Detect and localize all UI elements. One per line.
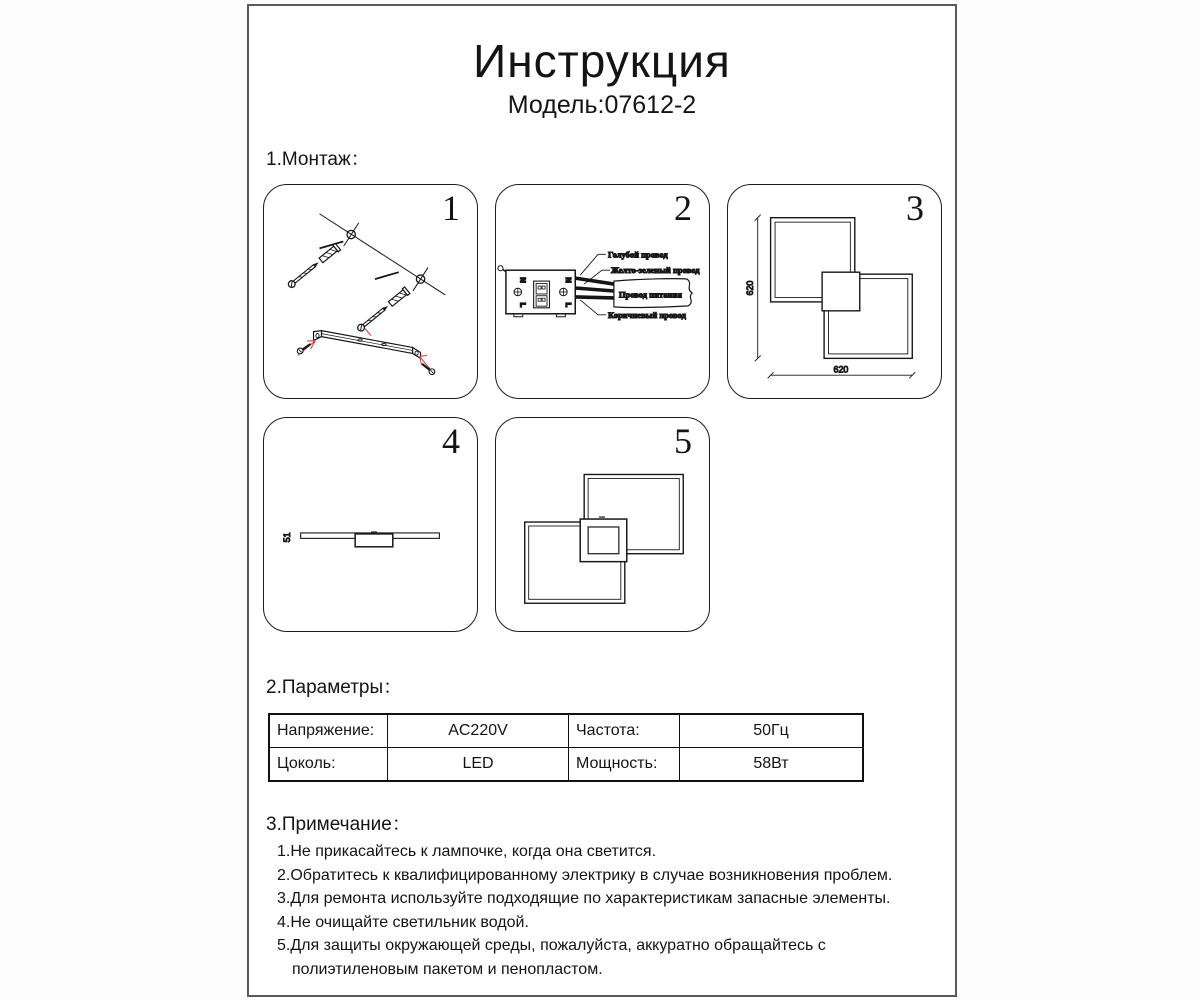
param-label-socket: Цоколь: bbox=[269, 748, 388, 782]
section-heading-montage: 1.Монтаж： bbox=[266, 149, 370, 170]
param-value-socket: LED bbox=[388, 748, 569, 782]
panel-number: 4 bbox=[442, 421, 460, 461]
screw-icon bbox=[297, 344, 310, 354]
crosshair-icon bbox=[344, 223, 359, 246]
page-title: Инструкция bbox=[473, 35, 731, 87]
panel-number: 3 bbox=[906, 188, 924, 228]
param-label-power: Мощность: bbox=[569, 748, 680, 782]
note-line-continuation: полиэтиленовым пакетом и пенопластом. bbox=[292, 960, 603, 978]
param-value-power: 58Вт bbox=[680, 748, 864, 782]
brown-wire-label: Коричневый провод bbox=[607, 309, 686, 320]
note-line: 2.Обратитесь к квалифицированному электрику в случае возникновения проблем. bbox=[277, 866, 893, 884]
center-box bbox=[580, 517, 627, 562]
montage-panel-1 bbox=[263, 184, 478, 399]
notes-list bbox=[277, 840, 892, 982]
table-row bbox=[269, 748, 863, 782]
height-dim-label: 51 bbox=[281, 532, 292, 543]
center-box bbox=[822, 272, 860, 311]
table-row bbox=[269, 714, 863, 748]
power-wire-label: Провод питания bbox=[618, 289, 683, 300]
panel-number: 1 bbox=[442, 188, 460, 228]
parameters-table bbox=[268, 713, 864, 782]
width-dim-label: 620 bbox=[833, 364, 849, 375]
terminal-block bbox=[498, 266, 575, 317]
power-cable bbox=[614, 279, 692, 308]
screw-anchor-icon bbox=[356, 287, 410, 333]
note-line: 4.Не очищайте светильник водой. bbox=[277, 913, 529, 931]
blue-wire-label: Голубой провод bbox=[607, 249, 668, 260]
param-label-voltage: Напряжение: bbox=[269, 714, 388, 748]
panel-number: 5 bbox=[674, 421, 692, 461]
screw-icon bbox=[422, 364, 435, 375]
section-heading-params: 2.Параметры： bbox=[266, 677, 403, 698]
dimension-height bbox=[755, 215, 761, 362]
note-line: 1.Не прикасайтесь к лампочке, когда она светится. bbox=[277, 843, 657, 860]
crosshair-icon bbox=[413, 267, 428, 290]
param-value-voltage: AC220V bbox=[388, 714, 569, 748]
terminal-l-label: L bbox=[563, 302, 573, 308]
montage-panel-2 bbox=[495, 184, 710, 399]
height-dim-label: 620 bbox=[744, 280, 755, 296]
param-value-frequency: 50Гц bbox=[680, 714, 864, 748]
montage-panel-3 bbox=[727, 184, 942, 399]
screw-anchor-icon bbox=[287, 243, 341, 289]
instruction-page bbox=[247, 4, 957, 997]
panel-number: 2 bbox=[674, 188, 692, 228]
yellow-green-wire-label: Желто-зеленый провод bbox=[610, 265, 700, 276]
model-label: Модель:07612-2 bbox=[507, 91, 697, 119]
mounting-bracket bbox=[314, 331, 421, 359]
wires bbox=[575, 278, 614, 298]
param-label-frequency: Частота: bbox=[569, 714, 680, 748]
montage-panel-5 bbox=[495, 417, 710, 632]
section-heading-notes: 3.Примечание： bbox=[266, 814, 411, 835]
terminal-n-label: N bbox=[563, 277, 573, 283]
montage-panel-4 bbox=[263, 417, 478, 632]
note-line: 5.Для защиты окружающей среды, пожалуйста, аккуратно обращайтесь с bbox=[277, 937, 826, 955]
terminal-l-label: L bbox=[518, 302, 528, 308]
note-line: 3.Для ремонта используйте подходящие по характеристикам запасные элементы. bbox=[277, 890, 891, 908]
canopy-box bbox=[355, 534, 393, 547]
terminal-n-label: N bbox=[518, 277, 528, 283]
